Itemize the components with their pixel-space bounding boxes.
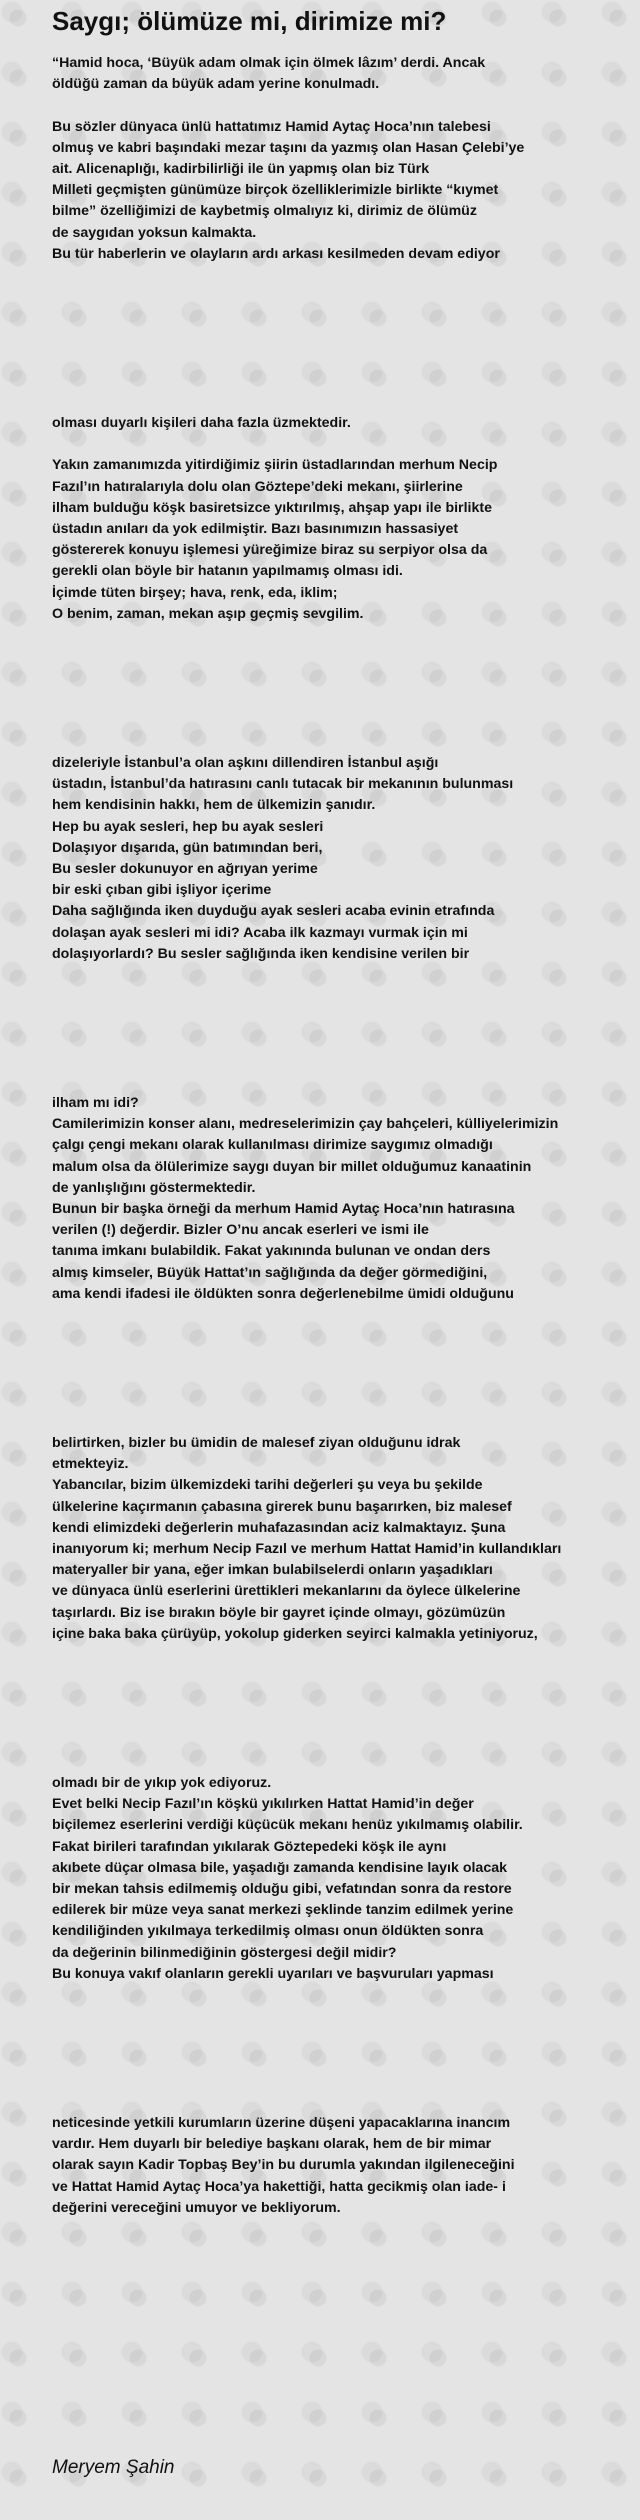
text-block-5 <box>52 1433 640 1645</box>
text-line: göstererek konuyu işlemesi yüreğimize biraz su serpiyor olsa da <box>52 542 488 559</box>
text-line: akıbete düçar olmasa bile, yaşadığı zamanda kendisine layık olacak <box>52 1859 507 1876</box>
text-line <box>52 95 640 116</box>
text-line: Fazıl’ın hatıralarıyla dolu olan Göztepe’deki mekanı, şiirlerine <box>52 478 463 495</box>
text-line: kendi elimizdeki değerlerin muhafazasından aciz kalmaktayız. Şuna <box>52 1519 506 1536</box>
text-line: Bu tür haberlerin ve olayların ardı arkası kesilmeden devam ediyor <box>52 245 500 262</box>
author-signature: Meryem Şahin <box>52 2457 175 2478</box>
text-line: belirtirken, bizler bu ümidin de malesef ziyan olduğunu idrak <box>52 1435 461 1451</box>
text-line: Bu konuya vakıf olanların gerekli uyarıları ve başvuruları yapması <box>52 1965 494 1982</box>
text-line: ülkelerine kaçırmanın çabasına girerek bunu başarırken, biz malesef <box>52 1498 512 1515</box>
text-line: de saygıdan yoksun kalmakta. <box>52 224 257 241</box>
text-line: Evet belki Necip Fazıl’ın köşkü yıkılırken Hattat Hamid’in değer <box>52 1796 474 1813</box>
text-line: tanıma imkanı bulabildik. Fakat yakınında bulunan ve ondan ders <box>52 1243 491 1260</box>
poem-title: Saygı; ölümüze mi, dirimize mi? <box>52 6 447 36</box>
text-line: O benim, zaman, mekan aşıp geçmiş sevgilim. <box>52 605 364 622</box>
text-line: “Hamid hoca, ‘Büyük adam olmak için ölmek lâzım’ derdi. Ancak <box>52 55 486 71</box>
text-line: materyaller bir yana, eğer imkan bulabilselerdi onların yaşadıkları <box>52 1562 493 1579</box>
text-line: malum olsa da ölülerimize saygı duyan bir millet olduğumuz kanaatinin <box>52 1158 532 1175</box>
text-line: hem kendisinin hakkı, hem de ülkemizin şanıdır. <box>52 797 376 814</box>
text-line: vardır. Hem duyarlı bir belediye başkanı olarak, hem de bir mimar <box>52 2136 492 2153</box>
text-line: bir eski çıban gibi işliyor içerime <box>52 882 272 899</box>
text-block-3 <box>52 753 640 965</box>
text-block-7 <box>52 2113 640 2219</box>
text-line: dizeleriyle İstanbul’a olan aşkını dillendiren İstanbul aşığı <box>52 755 439 771</box>
text-line: üstadın, İstanbul’da hatırasını canlı tutacak bir mekanının bulunması <box>52 776 514 793</box>
text-line: İçimde tüten birşey; hava, renk, eda, iklim; <box>52 584 338 601</box>
text-line: verilen (!) değerdir. Bizler O’nu ancak eserleri ve ismi ile <box>52 1222 429 1239</box>
text-line: Bunun bir başka örneği da merhum Hamid Aytaç Hoca’nın hatırasına <box>52 1201 515 1218</box>
text-line: de yanlışlığını göstermektedir. <box>52 1179 256 1196</box>
text-line: olması duyarlı kişileri daha fazla üzmektedir. <box>52 415 351 431</box>
text-line: olmuş ve kabri başındaki mezar taşını da yazmış olan Hasan Çelebi’ye <box>52 139 525 156</box>
text-line: Dolaşıyor dışarıda, gün batımından beri, <box>52 839 323 856</box>
text-line: etmekteyiz. <box>52 1456 129 1473</box>
text-block-2 <box>52 413 640 625</box>
text-line: almış kimseler, Büyük Hattat’ın sağlığında da değer görmediğini, <box>52 1264 488 1281</box>
text-line: ilham mı idi? <box>52 1095 139 1111</box>
text-block-1 <box>52 53 640 265</box>
text-line: da değerinin bilinmediğinin göstergesi değil midir? <box>52 1944 397 1961</box>
text-line: Bu sözler dünyaca ünlü hattatımız Hamid Aytaç Hoca’nın talebesi <box>52 118 491 135</box>
text-block-6 <box>52 1773 640 1985</box>
text-line: gerekli olan böyle bir hatanın yapılmamış olması idi. <box>52 563 403 580</box>
text-line: Camilerimizin konser alanı, medreselerimizin çay bahçeleri, külliyelerimizin <box>52 1116 559 1133</box>
text-line: biçilemez eserlerini verdiği küçücük mekanı henüz yıkılmamış olabilir. <box>52 1817 523 1834</box>
text-line: dolaşıyorlardı? Bu sesler sağlığında iken kendisine verilen bir <box>52 945 470 962</box>
text-line: Yakın zamanımızda yitirdiğimiz şiirin üstadlarından merhum Necip <box>52 457 498 474</box>
text-line: ve dünyaca ünlü eserlerini ürettikleri mekanlarını da öylece ülkelerine <box>52 1583 521 1600</box>
text-line: öldüğü zaman da büyük adam yerine konulmadı. <box>52 76 380 93</box>
text-line: kendiliğinden yıkılmaya terkedilmiş olması onun öldükten sonra <box>52 1923 484 1940</box>
text-line: içine baka baka çürüyüp, yokolup giderken seyirci kalmakla yetiniyoruz, <box>52 1625 538 1642</box>
text-line: taşırlardı. Biz ise bırakın böyle bir gayret içinde olmayı, gözümüzün <box>52 1604 506 1621</box>
text-line: olmadı bir de yıkıp yok ediyoruz. <box>52 1775 272 1791</box>
text-line: neticesinde yetkili kurumların üzerine düşeni yapacaklarına inancım <box>52 2115 511 2131</box>
text-line: Daha sağlığında iken duyduğu ayak sesleri acaba evinin etrafında <box>52 903 495 920</box>
text-line: olarak sayın Kadir Topbaş Bey’in bu durumla yakından ilgileneceğini <box>52 2157 515 2174</box>
text-line: ve Hattat Hamid Aytaç Hoca’ya hakettiği, hatta gecikmiş olan iade- i <box>52 2178 506 2195</box>
text-line: inanıyorum ki; merhum Necip Fazıl ve merhum Hattat Hamid’in kullandıkları <box>52 1541 562 1558</box>
text-line: ama kendi ifadesi ile öldükten sonra değerlenebilme ümidi olduğunu <box>52 1285 514 1302</box>
text-line: Bu sesler dokunuyor en ağrıyan yerime <box>52 861 318 878</box>
text-line: değerini vereceğini umuyor ve bekliyorum. <box>52 2199 341 2216</box>
text-line: bilme” özelliğimizi de kaybetmiş olmalıyız ki, dirimiz de ölümüz <box>52 203 477 220</box>
text-line: ilham bulduğu köşk basiretsizce yıktırılmış, ahşap yapı ile birlikte <box>52 499 492 516</box>
text-line: Fakat birileri tarafından yıkılarak Göztepedeki köşk ile aynı <box>52 1838 447 1855</box>
text-line: Milleti geçmişten günümüze birçok özelliklerimizle birlikte “kıymet <box>52 182 499 199</box>
text-line <box>52 434 640 455</box>
text-line: edilerek bir müze veya sanat merkezi şeklinde tanzim edilmek yerine <box>52 1902 514 1919</box>
text-line: ait. Alicenaplığı, kadirbilirliği ile ün yapmış olan biz Türk <box>52 161 430 177</box>
text-line: Hep bu ayak sesleri, hep bu ayak sesleri <box>52 818 324 835</box>
text-line: üstadın anıları da yok edilmiştir. Bazı basınımızın hassasiyet <box>52 521 459 537</box>
text-line: Yabancılar, bizim ülkemizdeki tarihi değerleri şu veya bu şekilde <box>52 1477 483 1494</box>
text-line: bir mekan tahsis edilmemiş olduğu gibi, vefatından sonra da restore <box>52 1881 512 1898</box>
text-block-4 <box>52 1093 640 1305</box>
text-line: çalgı çengi mekanı olarak kullanılması dirimize saygımız olmadığı <box>52 1137 493 1154</box>
text-line: dolaşan ayak sesleri mi idi? Acaba ilk kazmayı vurmak için mi <box>52 924 468 941</box>
